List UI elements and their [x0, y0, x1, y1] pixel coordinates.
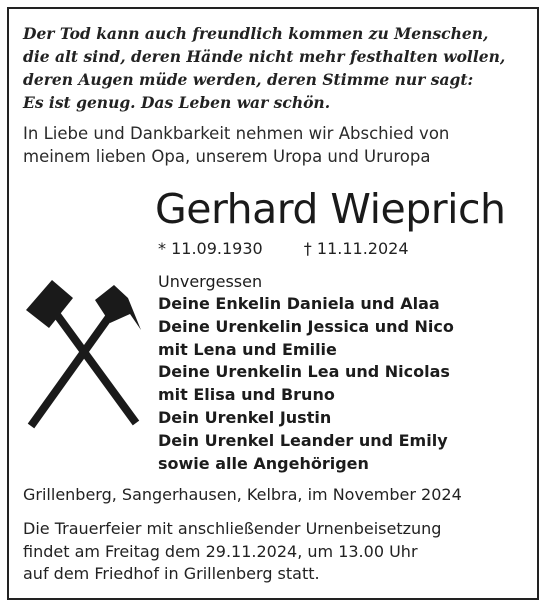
quote-line: Der Tod kann auch freundlich kommen zu Menschen,	[23, 24, 489, 43]
mourners-list	[158, 271, 454, 475]
crossed-hammers-icon	[22, 278, 147, 458]
farewell-intro	[23, 122, 449, 168]
intro-line: In Liebe und Dankbarkeit nehmen wir Abschied von	[23, 124, 450, 143]
mourner-line: Deine Urenkelin Jessica und Nico	[158, 316, 454, 336]
quote-line: deren Augen müde werden, deren Stimme nur sagt:	[23, 70, 474, 89]
life-dates	[158, 238, 409, 260]
memorial-quote	[23, 22, 505, 114]
intro-line: meinem lieben Opa, unserem Uropa und Ururopa	[23, 147, 431, 166]
mourners-heading: Unvergessen	[158, 272, 263, 291]
mourner-line: Deine Enkelin Daniela und Alaa	[158, 294, 440, 313]
mourner-line: Dein Urenkel Justin	[158, 407, 332, 427]
mourner-line: mit Lena und Emilie	[158, 339, 337, 359]
birth-date: * 11.09.1930	[158, 239, 263, 258]
funeral-line: findet am Freitag dem 29.11.2024, um 13.00 Uhr	[23, 541, 418, 561]
mourner-line: Dein Urenkel Leander und Emily	[158, 430, 448, 450]
funeral-line: Die Trauerfeier mit anschließender Urnenbeisetzung	[23, 519, 442, 538]
mourner-line: Deine Urenkelin Lea und Nicolas	[158, 362, 450, 382]
place-and-date: Grillenberg, Sangerhausen, Kelbra, im November 2024	[23, 485, 462, 504]
mourner-line: sowie alle Angehörigen	[158, 453, 369, 473]
funeral-line: auf dem Friedhof in Grillenberg statt.	[23, 564, 320, 583]
deceased-name: Gerhard Wieprich	[155, 185, 506, 233]
quote-line: Es ist genug. Das Leben war schön.	[23, 93, 331, 112]
quote-line: die alt sind, deren Hände nicht mehr festhalten wollen,	[23, 47, 506, 66]
funeral-details	[23, 518, 441, 586]
mourner-line: mit Elisa und Bruno	[158, 385, 335, 405]
death-date: † 11.11.2024	[303, 239, 409, 258]
